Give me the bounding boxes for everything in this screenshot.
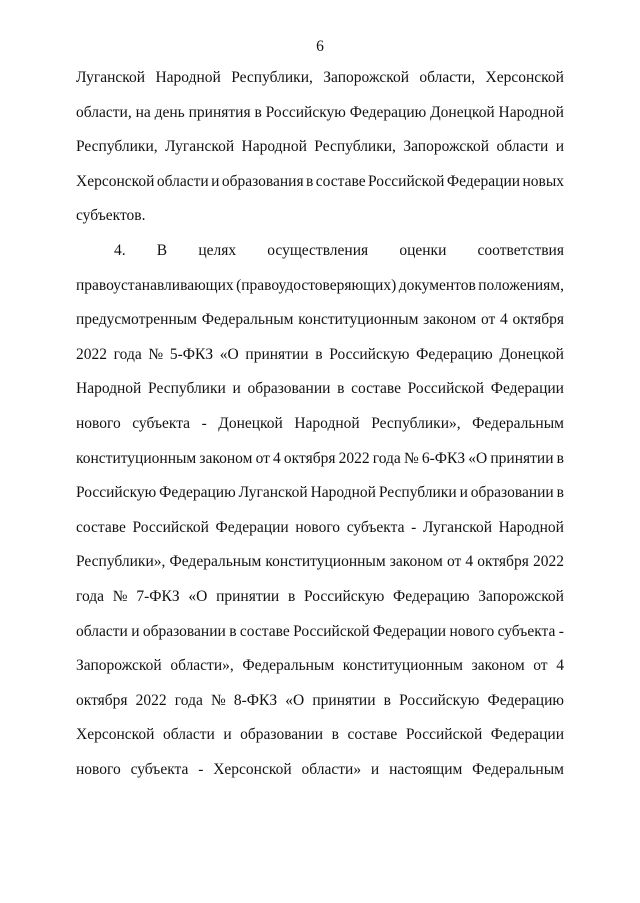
word: конституционным bbox=[298, 311, 419, 329]
word: нового bbox=[76, 415, 121, 432]
word: принятии bbox=[245, 345, 309, 363]
word: октября bbox=[477, 553, 529, 571]
word: в bbox=[315, 345, 323, 363]
word: 2022 bbox=[76, 345, 107, 363]
word: октября bbox=[512, 311, 564, 329]
text-line bbox=[76, 379, 564, 399]
word: Республики bbox=[378, 484, 457, 502]
word: Донецкой bbox=[430, 103, 495, 121]
word: в bbox=[331, 726, 339, 744]
word: - bbox=[411, 518, 417, 536]
word: принятия bbox=[188, 103, 251, 121]
text-line bbox=[76, 622, 564, 642]
word: образовании bbox=[240, 726, 324, 744]
word: Федерацию bbox=[159, 484, 236, 502]
word: образовании bbox=[247, 380, 331, 398]
word: оценки bbox=[399, 242, 447, 259]
word: Запорожской bbox=[403, 138, 490, 156]
word: Российской bbox=[368, 172, 445, 190]
word: Народной bbox=[498, 518, 564, 536]
word: Запорожской bbox=[323, 69, 409, 86]
word: Народной bbox=[498, 103, 564, 121]
text-line bbox=[76, 760, 564, 780]
word: 8-ФКЗ bbox=[233, 691, 278, 709]
word: 2022 bbox=[135, 691, 167, 709]
word: Федеральным bbox=[242, 657, 335, 675]
text-line bbox=[76, 691, 564, 711]
word: № bbox=[210, 691, 226, 709]
word: Российской bbox=[132, 518, 209, 536]
word: законом bbox=[199, 449, 253, 467]
word: В bbox=[156, 242, 168, 259]
word: Федерации bbox=[490, 380, 564, 398]
word: области» bbox=[301, 761, 362, 778]
word: и bbox=[131, 622, 140, 640]
text-line bbox=[76, 656, 564, 676]
word: субъекта bbox=[130, 761, 189, 778]
word: целях bbox=[198, 242, 237, 259]
word: Народной bbox=[310, 484, 376, 502]
word: положениям, bbox=[478, 276, 564, 294]
word: Российской bbox=[407, 380, 485, 398]
word: области bbox=[496, 138, 549, 156]
word: области bbox=[162, 726, 215, 744]
text-line bbox=[76, 68, 564, 88]
word: и bbox=[223, 726, 232, 744]
text-line bbox=[76, 449, 564, 469]
word: Республики, bbox=[314, 138, 396, 156]
word: области, bbox=[76, 103, 132, 121]
word: от bbox=[533, 657, 548, 675]
text-line bbox=[76, 414, 564, 434]
word: 4 bbox=[465, 553, 474, 571]
word: - bbox=[198, 761, 204, 778]
word: Народной bbox=[155, 69, 221, 86]
word: субъекта bbox=[132, 415, 191, 432]
word: Российской bbox=[293, 622, 370, 640]
word: Федеральным bbox=[169, 553, 262, 571]
word: Республики», bbox=[76, 553, 166, 571]
word: Херсонской bbox=[213, 761, 292, 778]
word: от bbox=[446, 553, 462, 571]
word: в bbox=[337, 380, 345, 398]
word: Народной bbox=[294, 415, 360, 432]
text-line bbox=[76, 137, 564, 157]
word: конституционным bbox=[342, 657, 463, 675]
word: - bbox=[201, 415, 207, 432]
word: года bbox=[372, 449, 401, 467]
word: «О bbox=[468, 449, 488, 467]
word: № bbox=[403, 449, 419, 467]
word: Херсонской bbox=[76, 172, 155, 190]
word: в bbox=[383, 691, 391, 709]
word: Запорожской bbox=[478, 588, 564, 605]
word: Херсонской bbox=[485, 69, 564, 86]
word: 4. bbox=[114, 242, 126, 259]
text-line bbox=[76, 587, 564, 607]
word: Федерации bbox=[372, 622, 447, 640]
word: Федерации bbox=[490, 726, 564, 744]
word: октября bbox=[283, 449, 336, 467]
word: Запорожской bbox=[76, 657, 162, 675]
word: 4 bbox=[499, 311, 508, 329]
word: года bbox=[76, 588, 105, 605]
word: и bbox=[459, 484, 468, 502]
word: 5-ФКЗ bbox=[169, 345, 214, 363]
word: Луганской bbox=[238, 484, 308, 502]
word: - bbox=[558, 622, 564, 640]
word: № bbox=[148, 345, 164, 363]
word: № bbox=[112, 588, 128, 605]
text-line bbox=[76, 310, 564, 330]
word: образовании bbox=[470, 484, 554, 502]
text-line bbox=[76, 552, 564, 572]
word: Народной bbox=[241, 138, 307, 156]
word: Донецкой bbox=[218, 415, 283, 432]
word: области, bbox=[419, 69, 476, 86]
word: области bbox=[76, 622, 128, 640]
word: 2022 bbox=[338, 449, 370, 467]
text-line bbox=[76, 276, 564, 296]
word: Республики», bbox=[371, 415, 461, 432]
word: документов bbox=[398, 276, 476, 294]
word: в bbox=[556, 484, 564, 502]
word: Российской bbox=[405, 726, 483, 744]
word: Российскую bbox=[76, 484, 157, 502]
word: соответствия bbox=[477, 242, 564, 259]
word: Республики, bbox=[231, 69, 313, 86]
word: Федеральным bbox=[201, 311, 294, 329]
word: Луганской bbox=[76, 69, 146, 86]
word: составе bbox=[76, 518, 126, 536]
word: законом bbox=[471, 657, 525, 675]
word: настоящим bbox=[389, 761, 463, 778]
word: образования bbox=[221, 172, 304, 190]
word: в bbox=[229, 622, 237, 640]
word: нового bbox=[295, 518, 341, 536]
word: субъекта bbox=[346, 518, 405, 536]
word: «О bbox=[285, 691, 305, 709]
word: в bbox=[306, 172, 314, 190]
word: Федерации bbox=[215, 518, 289, 536]
word: осуществления bbox=[267, 242, 369, 259]
word: новых bbox=[522, 172, 564, 190]
word: составе bbox=[351, 380, 401, 398]
word: принятии bbox=[312, 691, 376, 709]
word: 2022 bbox=[532, 553, 564, 571]
word: области bbox=[156, 172, 209, 190]
text-line bbox=[76, 725, 564, 745]
word: 7-ФКЗ bbox=[136, 588, 180, 605]
word: Республики, bbox=[76, 138, 158, 156]
word: законом bbox=[389, 553, 443, 571]
word: Луганской bbox=[165, 138, 235, 156]
word: от bbox=[255, 449, 270, 467]
word: 4 bbox=[556, 657, 564, 675]
word: Херсонской bbox=[76, 726, 155, 744]
word: от bbox=[480, 311, 496, 329]
word: Федерацию bbox=[487, 691, 564, 709]
text-line bbox=[76, 172, 564, 192]
word: Республики bbox=[148, 380, 226, 398]
word: «О bbox=[188, 588, 208, 605]
text-line: субъектов. bbox=[76, 207, 146, 225]
word: нового bbox=[76, 761, 121, 778]
word: правоустанавливающих bbox=[76, 276, 234, 294]
word: составе bbox=[315, 172, 366, 190]
word: и bbox=[370, 761, 380, 778]
text-line bbox=[114, 241, 564, 261]
text-line bbox=[76, 518, 564, 538]
word: Федеральным bbox=[472, 415, 564, 432]
word: года bbox=[113, 345, 142, 363]
word: предусмотренным bbox=[76, 311, 197, 329]
word: Федерацию bbox=[393, 588, 470, 605]
word: в bbox=[287, 588, 296, 605]
word: и bbox=[211, 172, 220, 190]
word: «О bbox=[219, 345, 239, 363]
word: и bbox=[555, 138, 564, 156]
word: Федерацию bbox=[416, 345, 493, 363]
word: Федерации bbox=[446, 172, 521, 190]
word: Российскую bbox=[329, 345, 410, 363]
word: нового bbox=[449, 622, 495, 640]
word: 6-ФКЗ bbox=[421, 449, 466, 467]
word: составе bbox=[239, 622, 290, 640]
word: Российскую bbox=[304, 588, 385, 605]
word: составе bbox=[347, 726, 398, 744]
word: Российскую bbox=[399, 691, 480, 709]
word: Донецкой bbox=[499, 345, 564, 363]
word: года bbox=[174, 691, 203, 709]
word: Российскую bbox=[265, 103, 346, 121]
word: Федерацию bbox=[349, 103, 427, 121]
word: принятии bbox=[490, 449, 554, 467]
word: конституционным bbox=[76, 449, 197, 467]
word: на bbox=[135, 103, 151, 121]
text-line bbox=[76, 103, 564, 123]
word: Луганской bbox=[422, 518, 492, 536]
word: области», bbox=[170, 657, 234, 675]
word: 4 bbox=[273, 449, 281, 467]
word: в bbox=[254, 103, 262, 121]
page-number: 6 bbox=[316, 38, 324, 55]
word: Федеральным bbox=[472, 761, 564, 778]
word: день bbox=[154, 103, 185, 121]
word: в bbox=[556, 449, 564, 467]
word: образовании bbox=[142, 622, 226, 640]
word: и bbox=[232, 380, 241, 398]
word: принятии bbox=[216, 588, 280, 605]
word: законом bbox=[423, 311, 477, 329]
word: конституционным bbox=[265, 553, 386, 571]
word: субъекта bbox=[497, 622, 556, 640]
word: Народной bbox=[76, 380, 142, 398]
text-line bbox=[76, 483, 564, 503]
word: (правоудостоверяющих) bbox=[236, 276, 397, 294]
word: октября bbox=[76, 691, 128, 709]
text-line bbox=[76, 345, 564, 365]
